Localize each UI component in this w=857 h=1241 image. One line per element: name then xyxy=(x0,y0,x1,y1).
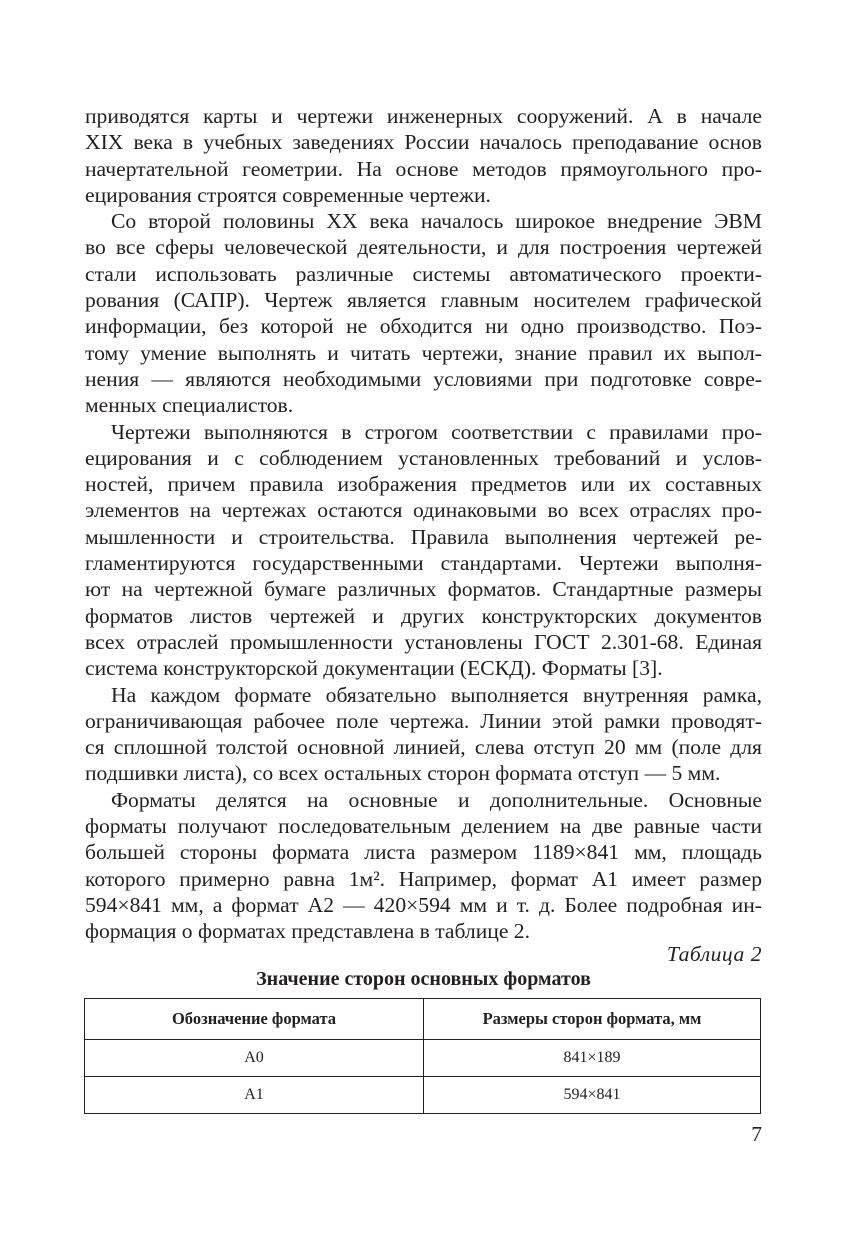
text-line: большей стороны формата листа размером 1189×841 мм, площадь xyxy=(85,840,762,865)
text-line: всех отраслей промышленности установлены ГОСТ 2.301-68. Единая xyxy=(85,629,762,654)
text-line: информации, без которой не обходится ни одно производство. Поэ- xyxy=(85,314,762,339)
paragraph xyxy=(85,208,762,418)
text-line: приводятся карты и чертежи инженерных сооружений. А в начале xyxy=(85,104,762,128)
text-line: мышленности и строительства. Правила выполнения чертежей ре- xyxy=(85,524,762,549)
paragraph xyxy=(85,787,762,945)
text-line: форматы получают последовательным делением на две равные части xyxy=(85,814,762,839)
text-line: ся сплошной толстой основной линией, слева отступ 20 мм (поле для xyxy=(85,735,762,760)
text-line: форматов листов чертежей и других конструкторских документов xyxy=(85,603,762,628)
table-title: Значение сторон основных форматов xyxy=(256,968,591,990)
table-row xyxy=(85,1077,761,1114)
text-line: Форматы делятся на основные и дополнительные. Основные xyxy=(111,787,762,812)
header-format: Обозначение формата xyxy=(85,999,424,1040)
paragraph xyxy=(85,682,762,787)
text-line: подшивки листа), со всех остальных сторон формата отступ — 5 мм. xyxy=(85,761,721,786)
table-caption: Таблица 2 xyxy=(666,942,762,966)
cell-format: А1 xyxy=(85,1077,424,1114)
text-line: рования (САПР). Чертеж является главным носителем графической xyxy=(85,288,762,313)
text-line: ют на чертежной бумаге различных форматов. Стандартные размеры xyxy=(85,577,762,602)
text-line: формация о форматах представлена в таблице 2. xyxy=(85,919,530,944)
cell-size: 594×841 xyxy=(424,1077,761,1114)
text-line: ецирования строятся современные чертежи. xyxy=(85,182,491,207)
text-line: Чертежи выполняются в строгом соответствии с правилами про- xyxy=(111,419,762,444)
text-line: 594×841 мм, а формат А2 — 420×594 мм и т. д. Более подробная ин- xyxy=(85,892,762,917)
page-number: 7 xyxy=(751,1122,762,1146)
text-line: ецирования и с соблюдением установленных требований и услов- xyxy=(85,445,762,470)
text-line: менных специалистов. xyxy=(85,393,294,418)
text-line: во все сферы человеческой деятельности, и для построения чертежей xyxy=(85,235,762,260)
text-line: начертательной геометрии. На основе методов прямоугольного про- xyxy=(85,156,762,181)
text-line: которого примерно равна 1м². Например, формат А1 имеет размер xyxy=(85,866,762,891)
text-line: ограничивающая рабочее поле чертежа. Линии этой рамки проводят- xyxy=(85,708,762,733)
table-row xyxy=(85,1040,761,1077)
body-text xyxy=(85,103,762,945)
text-line: элементов на чертежах остаются одинаковыми во всех отраслях про- xyxy=(85,498,762,523)
text-line: ностей, причем правила изображения предметов или их составных xyxy=(85,472,762,497)
text-line: нения — являются необходимыми условиями при подготовке совре- xyxy=(85,366,762,391)
table-header-row xyxy=(85,999,761,1040)
cell-format: А0 xyxy=(85,1040,424,1077)
header-size: Размеры сторон формата, мм xyxy=(424,999,761,1040)
text-line: стали использовать различные системы автоматического проекти- xyxy=(85,261,762,286)
formats-table xyxy=(84,998,761,1114)
text-line: гламентируются государственными стандартами. Чертежи выполня- xyxy=(85,551,762,576)
cell-size: 841×189 xyxy=(424,1040,761,1077)
text-line: тому умение выполнять и читать чертежи, знание правил их выпол- xyxy=(85,340,762,365)
text-line: На каждом формате обязательно выполняется внутренняя рамка, xyxy=(111,682,762,707)
paragraph xyxy=(85,419,762,682)
text-line: XIX века в учебных заведениях России началось преподавание основ xyxy=(85,130,762,155)
text-line: система конструкторской документации (ЕСКД). Форматы [3]. xyxy=(85,656,663,681)
text-line: Со второй половины XX века началось широкое внедрение ЭВМ xyxy=(111,209,762,234)
paragraph xyxy=(85,103,762,208)
